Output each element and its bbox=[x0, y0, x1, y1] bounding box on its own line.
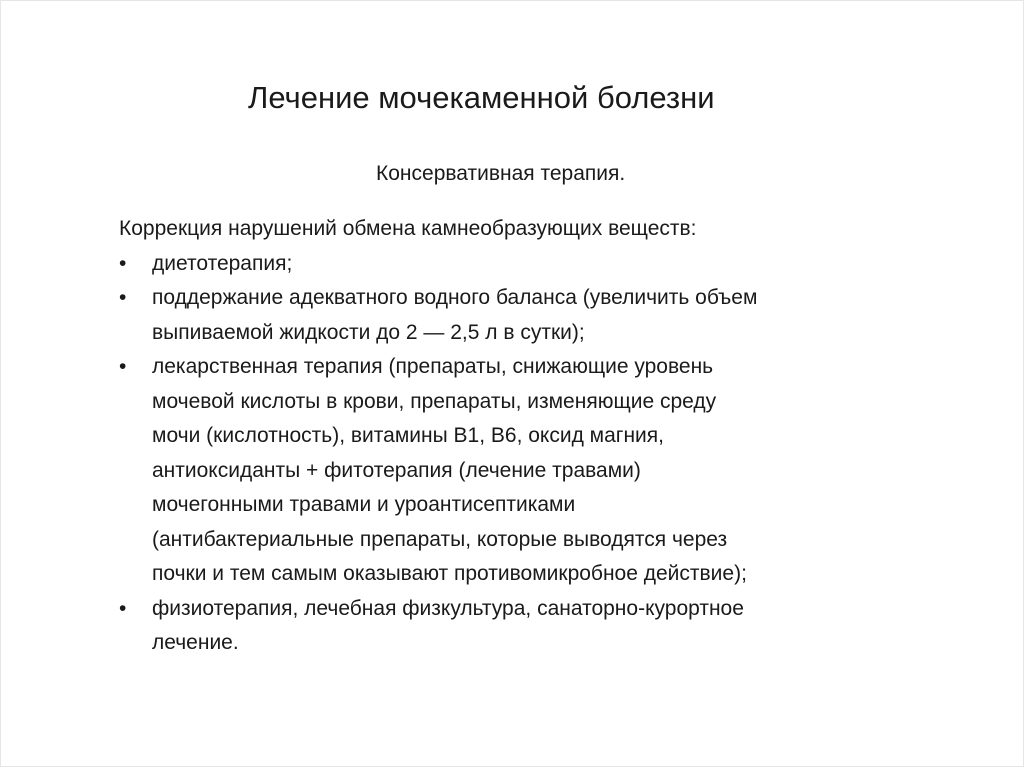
bullet-line: поддержание адекватного водного баланса (увеличить объем bbox=[152, 286, 758, 309]
bullet-item-physiotherapy bbox=[119, 592, 919, 661]
bullet-line: мочевой кислоты в крови, препараты, изменяющие среду bbox=[152, 389, 717, 413]
bullet-line: диетотерапия; bbox=[152, 251, 293, 275]
bullet-line: выпиваемой жидкости до 2 — 2,5 л в сутки); bbox=[152, 320, 585, 344]
slide-body bbox=[119, 212, 919, 661]
bullet-icon: • bbox=[119, 251, 127, 275]
bullet-line: лечение. bbox=[152, 631, 239, 654]
bullet-line: почки и тем самым оказывают противомикробное действие); bbox=[152, 562, 747, 585]
bullet-line: лекарственная терапия (препараты, снижающие уровень bbox=[152, 355, 714, 378]
bullet-line: (антибактериальные препараты, которые выводятся через bbox=[152, 527, 728, 551]
bullet-line: мочи (кислотность), витамины В1, В6, оксид магния, bbox=[152, 424, 664, 447]
bullet-line: физиотерапия, лечебная физкультура, санаторно-курортное bbox=[152, 596, 744, 620]
intro-text: Коррекция нарушений обмена камнеобразующих веществ: bbox=[119, 217, 697, 240]
bullet-icon: • bbox=[119, 286, 127, 309]
slide-subtitle: Консервативная терапия. bbox=[376, 162, 626, 185]
bullet-item-diet bbox=[119, 247, 919, 282]
bullet-line: антиоксиданты + фитотерапия (лечение травами) bbox=[152, 458, 641, 482]
bullet-icon: • bbox=[119, 596, 127, 620]
bullet-item-drug-therapy bbox=[119, 350, 919, 592]
bullet-list bbox=[119, 247, 919, 661]
bullet-line: мочегонными травами и уроантисептиками bbox=[152, 493, 576, 516]
slide-title: Лечение мочекаменной болезни bbox=[248, 80, 715, 115]
bullet-icon: • bbox=[119, 355, 127, 378]
bullet-item-water-balance bbox=[119, 281, 919, 350]
